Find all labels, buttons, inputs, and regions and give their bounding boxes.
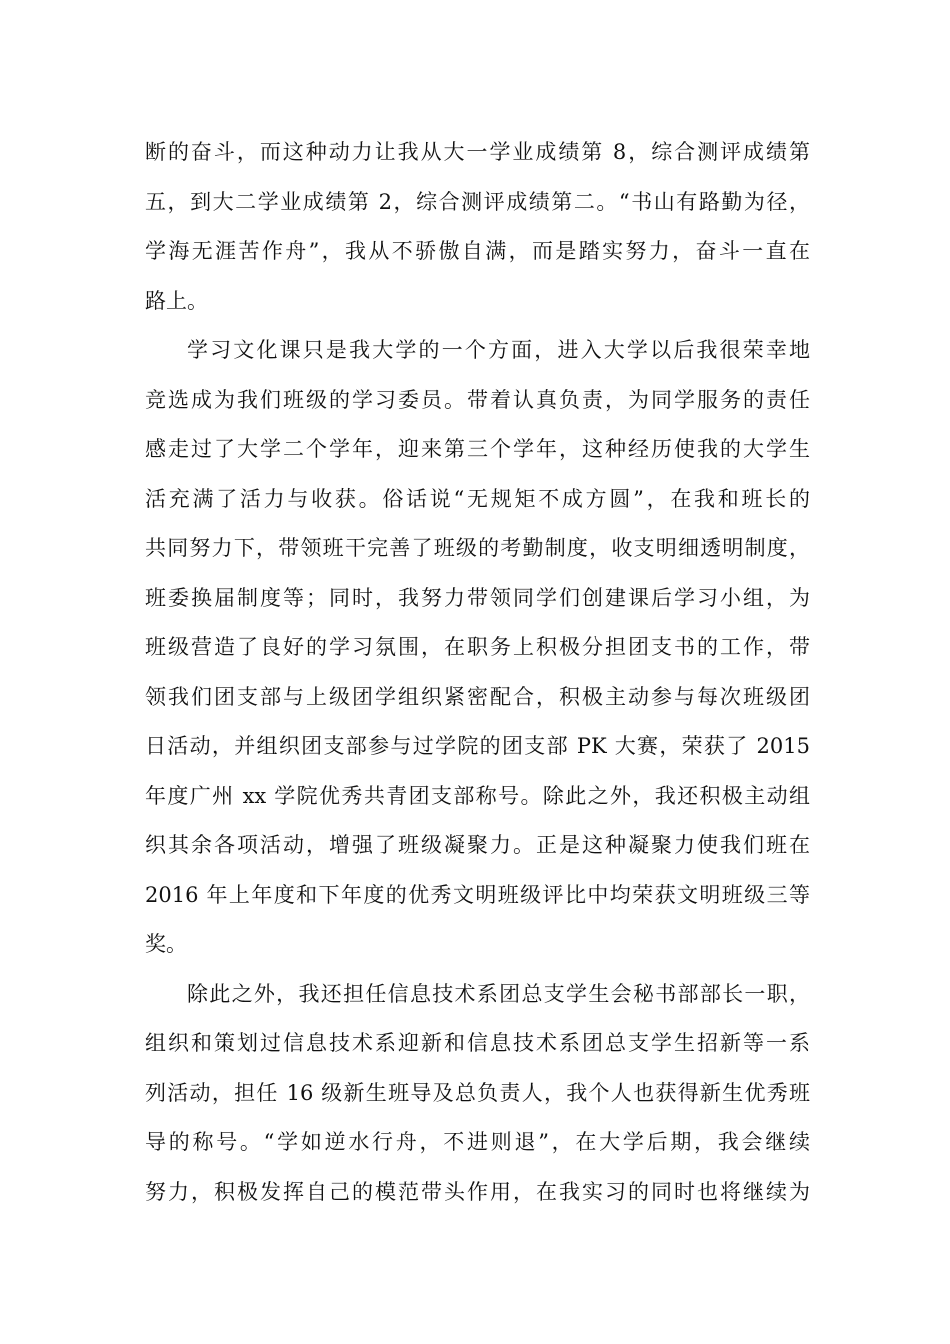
text-line: 路上。 xyxy=(145,288,208,313)
text-line: 学习文化课只是我大学的一个方面，进入大学以后我很荣幸地 xyxy=(187,338,810,362)
text-line: 班委换届制度等；同时，我努力带领同学们创建课后学习小组，为 xyxy=(145,585,810,610)
text-line: 班级营造了良好的学习氛围，在职务上积极分担团支书的工作，带 xyxy=(145,635,810,659)
text-line: 年度广州 xx 学院优秀共青团支部称号。除此之外，我还积极主动组 xyxy=(145,783,810,808)
text-line: 列活动，担任 16 级新生班导及总负责人，我个人也获得新生优秀班 xyxy=(145,1080,810,1105)
text-line: 感走过了大学二个学年，迎来第三个学年，这种经历使我的大学生 xyxy=(145,437,810,461)
text-line: 领我们团支部与上级团学组织紧密配合，积极主动参与每次班级团 xyxy=(145,684,810,709)
text-line: 奖。 xyxy=(145,932,187,956)
paragraph-3 xyxy=(145,970,810,1218)
paragraph-2 xyxy=(145,326,810,970)
text-line: 学海无涯苦作舟”，我从不骄傲自满，而是踏实努力，奋斗一直在 xyxy=(145,239,810,263)
text-line: 竞选成为我们班级的学习委员。带着认真负责，为同学服务的责任 xyxy=(145,387,810,412)
text-line: 努力，积极发挥自己的模范带头作用，在我实习的同时也将继续为 xyxy=(145,1179,810,1204)
text-line: 织其余各项活动，增强了班级凝聚力。正是这种凝聚力使我们班在 xyxy=(145,833,810,857)
text-line: 活充满了活力与收获。俗话说“无规矩不成方圆”，在我和班长的 xyxy=(145,486,810,511)
document-body xyxy=(145,128,810,1217)
text-line: 五，到大二学业成绩第 2，综合测评成绩第二。“书山有路勤为径， xyxy=(145,189,810,214)
text-line: 导的称号。“学如逆水行舟，不进则退”，在大学后期，我会继续 xyxy=(145,1130,810,1154)
text-line: 2016 年上年度和下年度的优秀文明班级评比中均荣获文明班级三等 xyxy=(145,882,810,907)
text-line: 共同努力下，带领班干完善了班级的考勤制度，收支明细透明制度， xyxy=(145,536,810,560)
text-line: 组织和策划过信息技术系迎新和信息技术系团总支学生招新等一系 xyxy=(145,1031,810,1055)
text-line: 断的奋斗，而这种动力让我从大一学业成绩第 8，综合测评成绩第 xyxy=(145,140,810,164)
paragraph-1 xyxy=(145,128,810,326)
text-line: 日活动，并组织团支部参与过学院的团支部 PK 大赛，荣获了 2015 xyxy=(145,734,810,758)
text-line: 除此之外，我还担任信息技术系团总支学生会秘书部部长一职， xyxy=(187,981,810,1006)
